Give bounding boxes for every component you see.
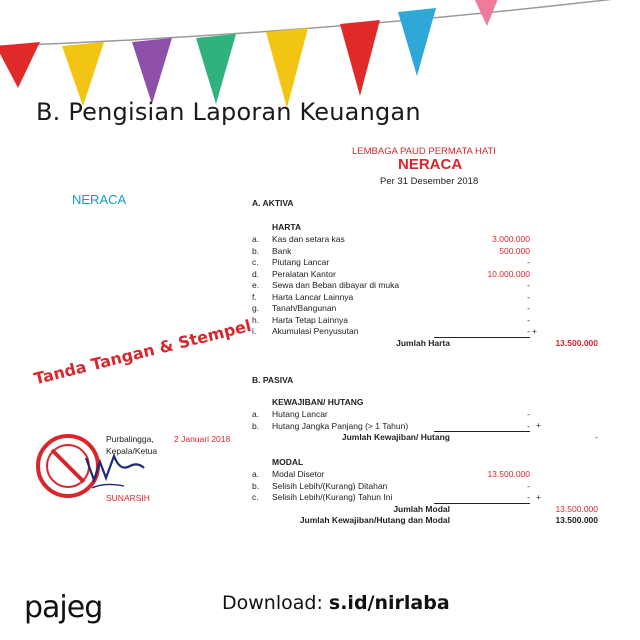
row-letter: a. [252,234,260,244]
row-amount: - [527,291,530,302]
grand-total-value: 13.500.000 [555,515,598,525]
row-letter: f. [252,291,257,302]
row-name: Peralatan Kantor [272,268,336,279]
row-letter: c. [252,257,259,267]
side-label: NERACA [72,192,127,207]
row-name: Harta Lancar Lainnya [272,291,354,302]
signature-name: SUNARSIH [106,493,150,503]
total-modal-value: 13.500.000 [555,503,598,514]
plus-sign: + [532,325,537,336]
signature-city: Purbalingga, [106,434,154,444]
row-letter: a. [252,469,260,479]
row-amount: - [527,492,530,502]
row-name: Sewa dan Beban dibayar di muka [272,280,400,290]
section-aktiva: A. AKTIVA [252,198,294,208]
row-name: Selisih Lebih/(Kurang) Ditahan [272,480,388,491]
row-amount: - [527,303,530,313]
row-name: Kas dan setara kas [272,234,345,244]
report-period: Per 31 Desember 2018 [380,176,479,187]
signature-role: Kepala/Ketua [106,446,158,456]
bunting-flag [340,20,380,96]
row-amount: - [527,420,530,431]
download-text [222,592,450,614]
bunting-flag [266,28,308,108]
group-modal: MODAL [272,457,304,467]
download-link[interactable]: s.id/nirlaba [328,592,450,614]
bunting-flag [62,42,104,106]
group-kewajiban: KEWAJIBAN/ HUTANG [272,397,364,407]
row-amount: - [527,314,530,325]
row-letter: c. [252,492,259,502]
row-name: Harta Tetap Lainnya [272,314,348,325]
bunting-flag [398,8,436,76]
row-amount: - [527,409,530,419]
total-harta-label: Jumlah Harta [396,337,450,348]
row-name: Bank [272,245,292,256]
row-letter: b. [252,480,260,491]
row-letter: b. [252,245,260,256]
total-harta-value: 13.500.000 [555,337,598,348]
row-amount: 10.000.000 [487,268,530,279]
plus-sign: + [536,491,541,502]
download-label: Download: [222,592,323,614]
row-name: Modal Disetor [272,469,325,479]
stamp-instruction: Tanda Tangan & Stempel [32,316,254,389]
group-harta: HARTA [272,222,302,232]
signature-date: 2 Januari 2018 [174,434,231,444]
row-name: Akumulasi Penyusutan [272,326,359,336]
row-letter: d. [252,268,260,279]
page-heading: B. Pengisian Laporan Keuangan [36,98,421,126]
row-name: Hutang Lancar [272,409,328,419]
total-kewajiban-value: - [595,432,598,442]
bunting-flag [196,34,236,104]
section-pasiva: B. PASIVA [252,375,294,385]
row-name: Hutang Jangka Panjang (> 1 Tahun) [272,420,409,431]
row-amount: 500.000 [499,245,530,256]
grand-total-label: Jumlah Kewajiban/Hutang dan Modal [299,515,450,525]
plus-sign: + [536,420,541,430]
bunting-flag [0,42,40,88]
bunting-flag [132,38,172,104]
row-letter: i. [252,326,257,336]
row-name: Tanah/Bangunan [272,303,337,313]
row-name: Selisih Lebih/(Kurang) Tahun Ini [272,492,393,502]
row-amount: - [527,326,530,336]
row-letter: h. [252,314,260,325]
row-amount: 13.500.000 [487,469,530,479]
total-modal-label: Jumlah Modal [393,503,450,514]
brand-logo: pajeg [24,590,103,625]
report-org: LEMBAGA PAUD PERMATA HATI [352,146,496,157]
report-title: NERACA [398,156,463,173]
row-letter: e. [252,280,260,290]
row-amount: - [527,257,530,267]
row-amount: 3.000.000 [492,234,530,244]
row-letter: b. [252,420,260,431]
row-letter: g. [252,303,260,313]
row-name: Piutang Lancar [272,257,330,267]
total-kewajiban-label: Jumlah Kewajiban/ Hutang [341,432,450,442]
row-amount: - [527,280,530,290]
bunting-rope [0,0,640,46]
row-amount: - [527,480,530,491]
row-letter: a. [252,409,260,419]
